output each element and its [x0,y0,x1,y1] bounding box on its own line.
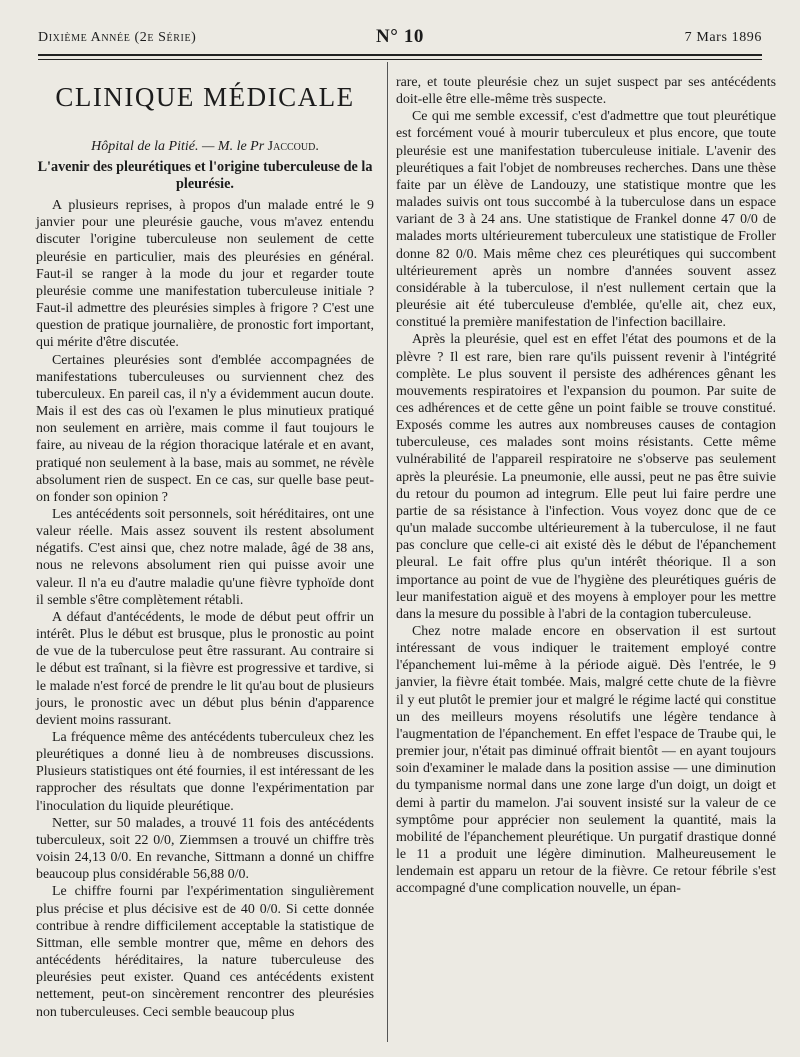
section-title: CLINIQUE MÉDICALE [55,82,355,112]
paragraph: rare, et toute pleurésie chez un sujet suspect par ses antécédents doit-elle être elle-même très suspecte. [396,75,776,108]
right-column [396,74,776,898]
author-name: Jaccoud. [267,139,319,154]
header-date: 7 Mars 1896 [684,30,762,45]
paragraph: Après la pleurésie, quel est en effet l'état des poumons et de la plèvre ? Il est rare, bien rare qu'ils puissent revenir à l'intégrité complète. Le plus souvent il persiste des adhérences gênant les mouvements respiratoires et l'expansion du poumon. Par suite de ces adhérences et de cette gêne un point faible se trouve constitué. Exposés comme les autres aux nombreuses causes de contagion tuberculeuse, ces malades sont moins résistants. Cette même vulnérabilité de l'appareil respiratoire ne s'observe pas seulement après la pleurésie. La pneumonie, elle aussi, peut ne pas être suivie du retour du poumon ad integrum. Elle peut lui faire perdre une partie de sa résistance à l'infection. Vous voyez donc que de ce qu'un malade succombe ultérieurement à la tuberculose, il ne faut pas conclure que celle-ci ait existé dès le début de l'épanchement pleural. Le fait offre plus qu'un intérêt théorique. Il a son importance au point de vue de l'hygiène des pleurétiques guéris de leur manifestation aiguë et des moyens à employer pour les mettre dans la mesure du possible à l'abri de la contagion tuberculeuse. [396,332,776,622]
paragraph: Certaines pleurésies sont d'emblée accompagnées de manifestations tuberculeuses ou surviennent chez des tuberculeux. En pareil cas, il n'y a évidemment aucun doute. Mais il est des cas où l'examen le plus minutieux pratiqué non seulement en arrière, mais comme il faut toujours le faire, au niveau de la région thoracique latérale et en avant, pratiqué non seulement à la base, mais au sommet, ne révèle absolument rien de suspect. En ce cas, sur quelle base peut-on fonder son opinion ? [36,352,374,505]
paragraph: Le chiffre fourni par l'expérimentation singulièrement plus précise et plus décisive est de 40 0/0. Si cette donnée contribue à rendre difficilement acceptable la statistique de Sittman, elle semble montrer que, même en dehors des antécédents héréditaires, la nature tuberculeuse des pleurésies peut exister. Quand ces antécédents existent nettement, peut-on sincèrement rencontrer des pleurésies non tuberculeuses. Ceci semble beaucoup plus [36,884,374,1020]
header-edition: Dixième Année (2e Série) [38,30,197,45]
paragraph: A défaut d'antécédents, le mode de début peut offrir un intérêt. Plus le début est brusque, plus le pronostic au point de vue de la tuberculose peut être rassurant. Au contraire si le début est traînant, si la fièvre est progressive et tardive, si le malade n'est forcé de prendre le lit qu'au bout de plusieurs jours, le pronostic avec un début plus bénin d'apparence devient moins rassurant. [36,609,374,728]
header-issue-number: N° 10 [375,26,425,47]
article-headline: L'avenir des pleurétiques et l'origine tuberculeuse de la pleurésie. [37,159,373,193]
paragraph: Ce qui me semble excessif, c'est d'admettre que tout pleurétique est forcément voué à mourir tuberculeux et plus encore, que toute pleurésie est une manifestation tuberculeuse initiale. L'avenir des pleurétiques a fait l'objet de nombreuses recherches. Dans une thèse faite par un élève de Landouzy, une statistique montre que les malades suivis ont tous succombé à la tuberculose dans un espace variant de 3 à 24 ans. Une statistique de Frankel donne 47 0/0 de malades morts ultérieurement tuberculeux une statistique de Froller donne 82 0/0. Mais même chez ces pleurétiques qui succombent ultérieurement après un nombre d'années souvent assez considérable à la tuberculose, il n'est nullement certain que la pleurésie ait été tuberculeuse d'emblée, qu'elle ait, chez eux, constitué la première manifestation de l'infection bacillaire. [396,109,776,331]
header-rule [38,54,762,60]
paragraph: Netter, sur 50 malades, a trouvé 11 fois des antécédents tuberculeux, soit 22 0/0, Ziemmsen a trouvé un chiffre très voisin 24,13 0/0. En revanche, Sittmann a donné un chiffre beaucoup plus considérable 56,88 0/0. [36,815,374,883]
page-header [38,26,762,50]
article-location [36,138,374,155]
column-divider [387,62,388,1042]
paragraph: La fréquence même des antécédents tuberculeux chez les pleurétiques a donné lieu à de nombreuses discussions. Plusieurs statistiques ont été fournies, il est intéressant de les rapprocher des résultats que donne l'expérimentation par l'inoculation du liquide pleurétique. [36,730,374,814]
paragraph: Les antécédents soit personnels, soit héréditaires, ont une valeur réelle. Mais assez souvent ils restent absolument négatifs. C'est ainsi que, chez notre malade, âgé de 38 ans, nous ne relevons absolument rien qui puisse avoir une valeur. Il n'a eu d'autre maladie qu'une fièvre typhoïde dont il semble s'être complètement rétabli. [36,506,374,608]
location-text: Hôpital de la Pitié. — M. le Pr [91,139,265,154]
paragraph: A plusieurs reprises, à propos d'un malade entré le 9 janvier pour une pleurésie gauche, vous m'avez entendu discuter l'origine tuberculeuse non seulement de cette pleurésie en particulier, mais des pleurésies en général. Faut-il se ranger à la mode du jour et regarder toute pleurésie comme une manifestation tuberculeuse initiale ? Faut-il admettre des pleurésies simples à frigore ? C'est une question de pratique journalière, de pronostic fort important, qui mérite d'être discutée. [36,198,374,351]
paragraph: Chez notre malade encore en observation il est surtout intéressant de vous indiquer le traitement employé contre l'épanchement lui-même à la période aiguë. Dès l'entrée, le 9 janvier, la fièvre était tombée. Mais, malgré cette chute de la fièvre il y eut plutôt le premier jour et malgré le régime lacté qui constitue un des meilleurs moyens résolutifs une légère tendance à l'augmentation de l'épanchement. En effet l'espace de Traube qui, le premier jour, n'était pas diminué offrait bientôt — en ayant toujours soin d'examiner le malade dans la position assise — une diminution du tympanisme normal dans une zone large d'un doigt, un doigt et demi à partir du mamelon. J'ai souvent insisté sur la valeur de ce symptôme pour apprécier non seulement la quantité, mais la mobilité de l'épanchement pleurétique. Un purgatif drastique donné le 11 a produit une légère diminution. Malheureusement le lendemain est apparu un retour de la fièvre. Ce retour fébrile s'est accompagné d'une complication nouvelle, un épan- [396,624,776,897]
left-column [36,76,374,1021]
